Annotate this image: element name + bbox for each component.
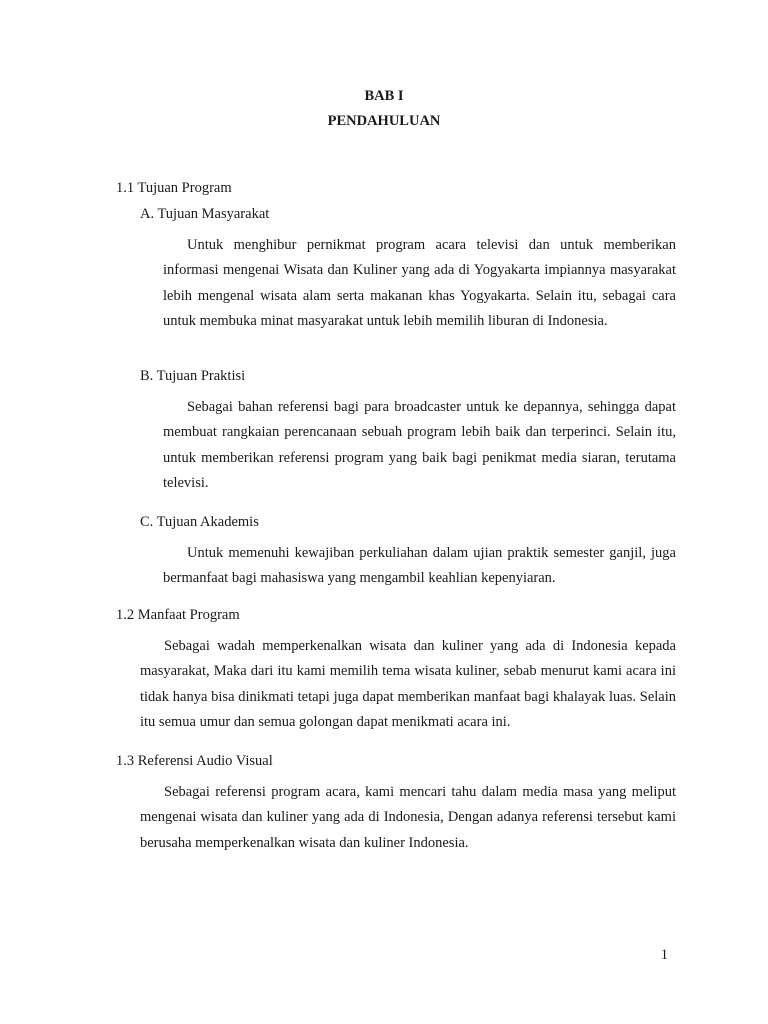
paragraph-tujuan-masyarakat: Untuk menghibur pernikmat program acara televisi dan untuk memberikan informasi mengenai Wisata dan Kuliner yang ada di Yogyakarta impiannya masyarakat lebih mengenal wisata alam serta makanan khas Yogyakarta. Selain itu, sebagai cara untuk membuka minat masyarakat untuk lebih memilih liburan di Indonesia. [163,237,676,329]
subsection-heading-tujuan-akademis: C. Tujuan Akademis [140,514,259,530]
paragraph-tujuan-praktisi: Sebagai bahan referensi bagi para broadcaster untuk ke depannya, sehingga dapat membuat rangkaian perencanaan sebuah program lebih baik dan terperinci. Selain itu, untuk memberikan referensi program yang baik bagi penikmat media siaran, terutama televisi. [163,399,676,491]
paragraph-tujuan-akademis: Untuk memenuhi kewajiban perkuliahan dalam ujian praktik semester ganjil, juga bermanfaat bagi mahasiswa yang mengambil keahlian kepenyiaran. [163,545,676,587]
chapter-number: BAB I [364,88,404,104]
page-number: 1 [660,947,668,963]
paragraph-manfaat-program: Sebagai wadah memperkenalkan wisata dan kuliner yang ada di Indonesia kepada masyarakat, Maka dari itu kami memilih tema wisata kuliner, sebab menurut kami acara ini tidak hanya bisa dinikmati tetapi juga dapat memberikan manfaat bagi khalayak luas. Selain itu semua umur dan semua golongan dapat menikmati acara ini. [140,638,676,730]
subsection-heading-tujuan-praktisi: B. Tujuan Praktisi [140,368,246,384]
subsection-heading-tujuan-masyarakat: A. Tujuan Masyarakat [140,206,270,222]
section-heading-manfaat-program: 1.2 Manfaat Program [116,607,240,623]
section-heading-tujuan-program: 1.1 Tujuan Program [116,180,232,196]
chapter-title: PENDAHULUAN [327,113,441,129]
paragraph-referensi-audio-visual: Sebagai referensi program acara, kami mencari tahu dalam media masa yang meliput mengenai wisata dan kuliner yang ada di Indonesia, Dengan adanya referensi tersebut kami berusaha memperkenalkan wisata dan kuliner Indonesia. [140,784,676,851]
section-heading-referensi-audio-visual: 1.3 Referensi Audio Visual [116,753,273,769]
